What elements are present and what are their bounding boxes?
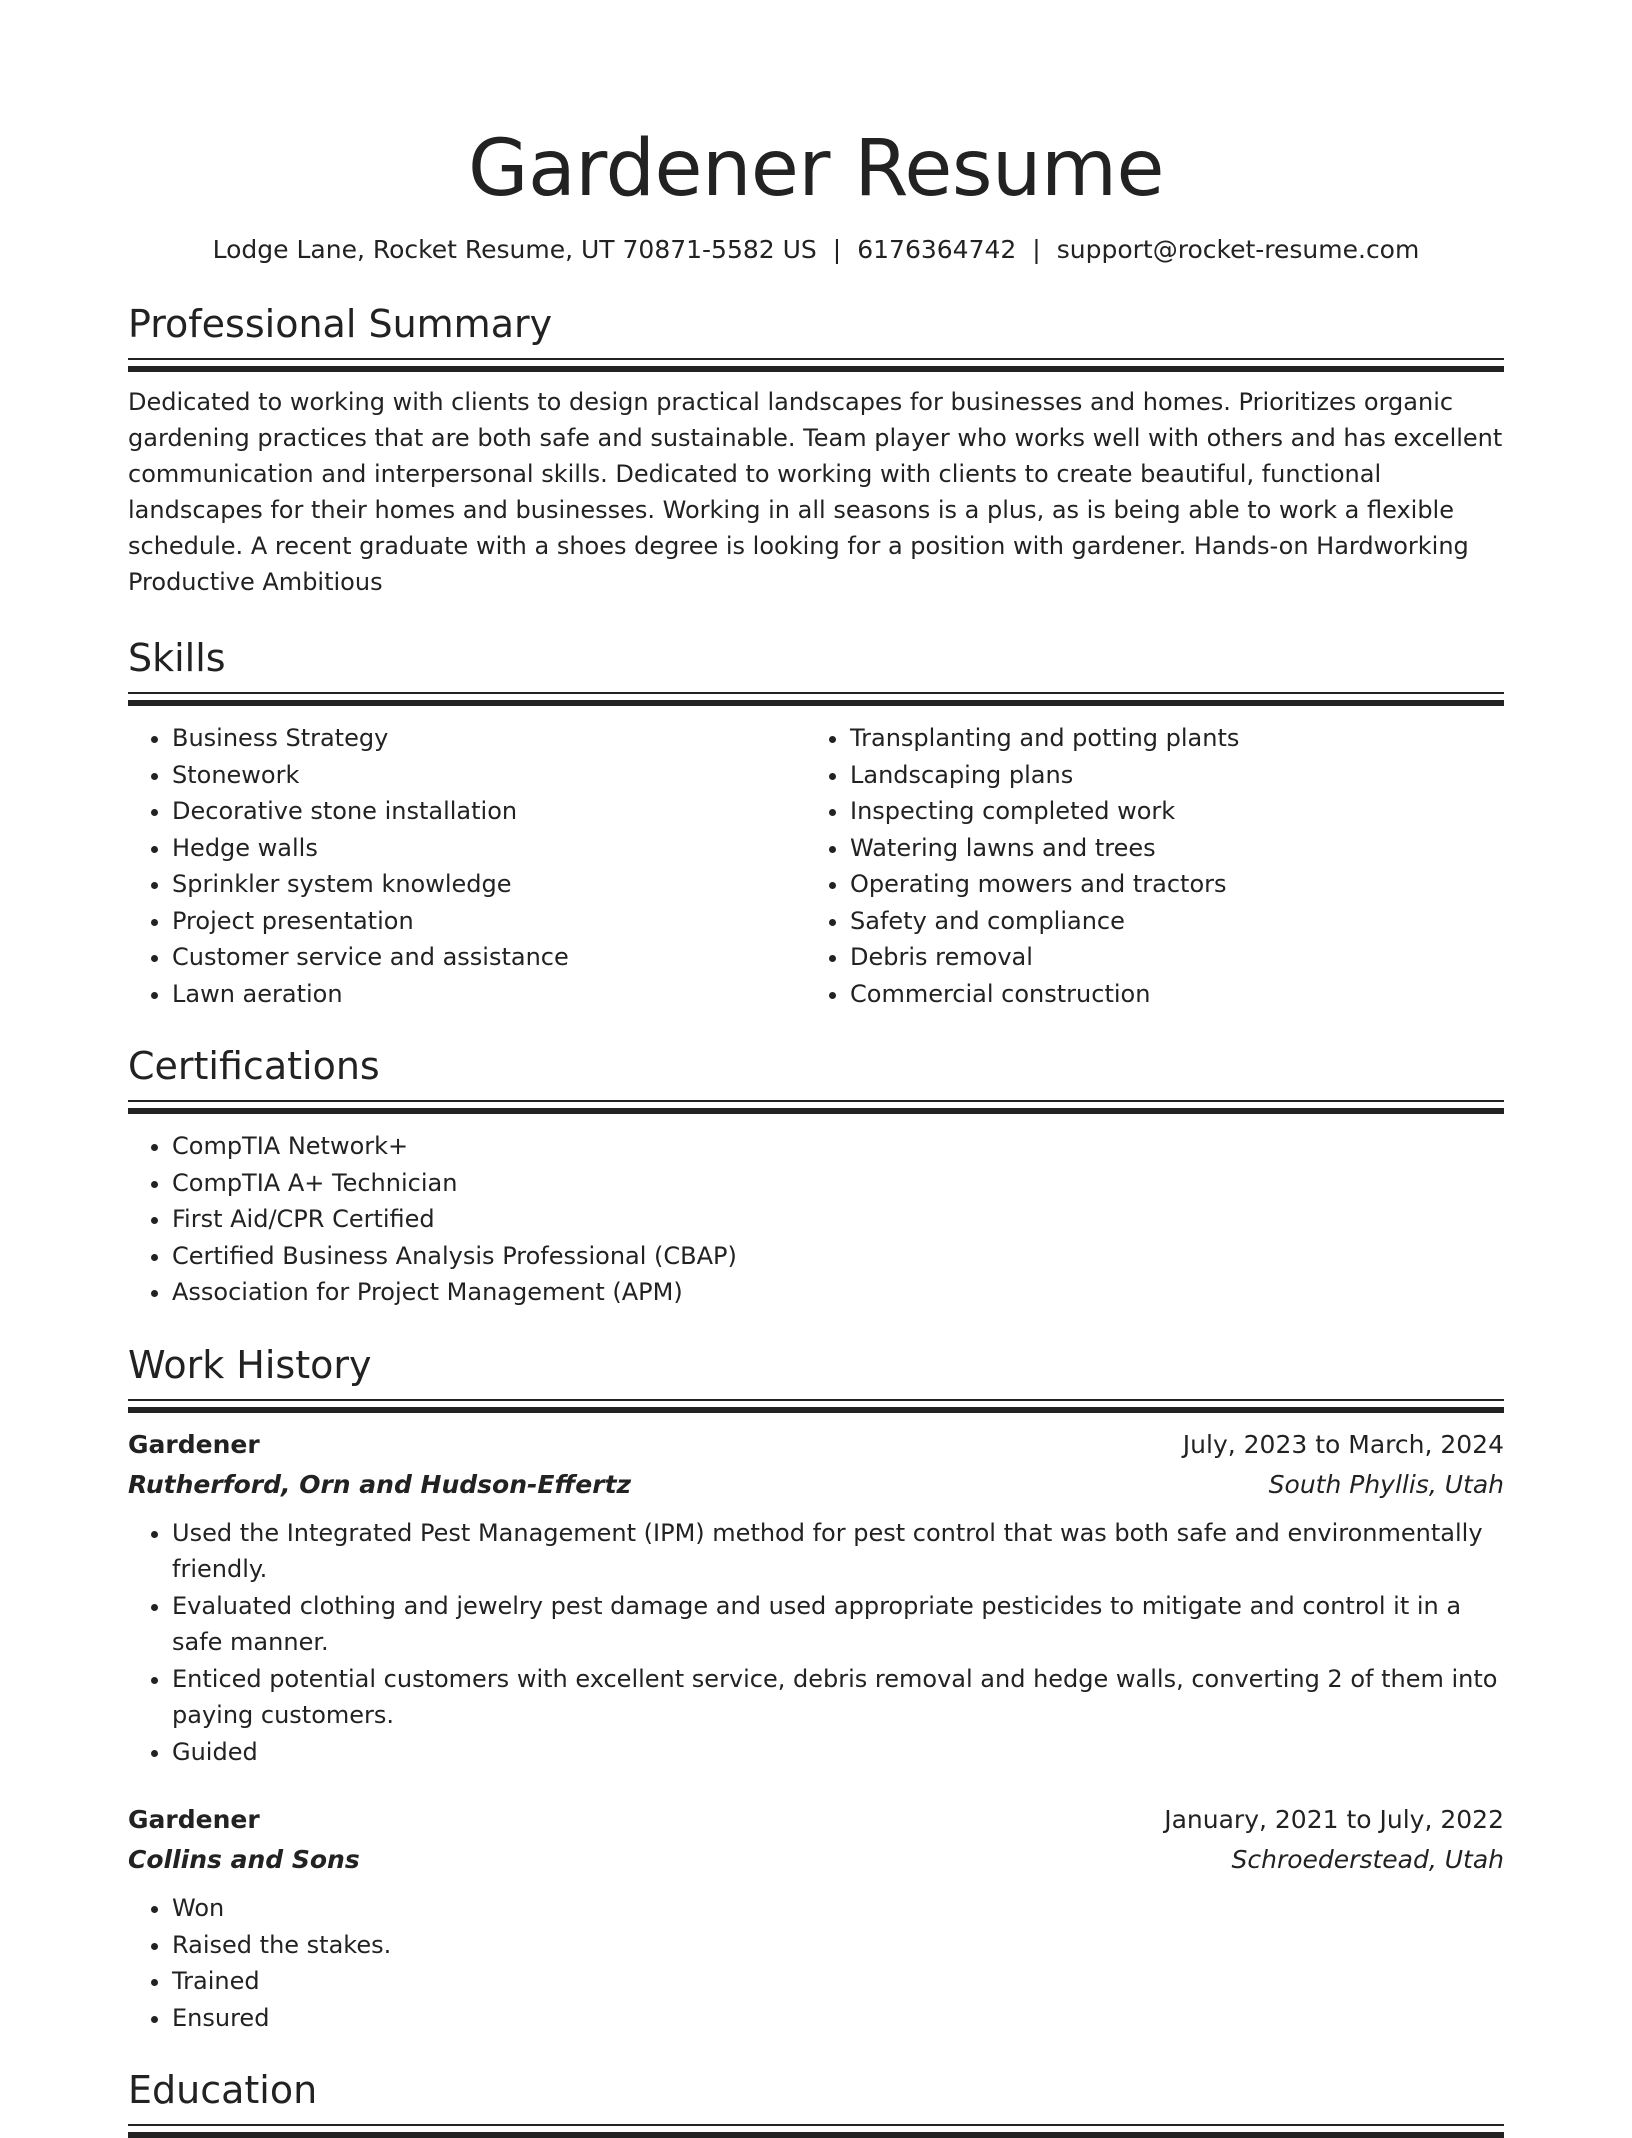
- skill-item: • Lawn aeration: [172, 976, 806, 1013]
- job-bullets: [128, 1890, 1504, 2036]
- skill-item: • Stonework: [172, 757, 806, 794]
- skill-item: • Debris removal: [850, 939, 1484, 976]
- job-entry: [128, 1425, 1504, 1771]
- certifications-heading: Certifications: [128, 1044, 380, 1088]
- skill-item: • Safety and compliance: [850, 903, 1484, 940]
- skill-item: • Customer service and assistance: [172, 939, 806, 976]
- certification-item: • CompTIA A+ Technician: [172, 1165, 1504, 1202]
- contact-separator: |: [1032, 235, 1041, 264]
- skills-grid: [128, 720, 1504, 1012]
- job-title: Gardener: [128, 1429, 260, 1459]
- job-bullet: • Won: [172, 1890, 1504, 1927]
- certification-item: • First Aid/CPR Certified: [172, 1201, 1504, 1238]
- skill-item: • Transplanting and potting plants: [850, 720, 1484, 757]
- skill-item: • Commercial construction: [850, 976, 1484, 1013]
- section-divider: [128, 2124, 1504, 2138]
- job-entry: [128, 1800, 1504, 2036]
- skill-item: • Decorative stone installation: [172, 793, 806, 830]
- job-dates: January, 2021 to July, 2022: [1164, 1805, 1504, 1834]
- job-location: South Phyllis, Utah: [1268, 1469, 1504, 1499]
- skills-section: [128, 632, 1504, 1012]
- skill-item: • Sprinkler system knowledge: [172, 866, 806, 903]
- skill-item: • Landscaping plans: [850, 757, 1484, 794]
- job-subheader: [128, 1840, 1504, 1880]
- contact-line: [128, 232, 1504, 268]
- job-header: [128, 1425, 1504, 1465]
- skills-list-left: [128, 720, 806, 1012]
- job-company: Rutherford, Orn and Hudson-Effertz: [128, 1469, 632, 1499]
- resume-title: Gardener Resume: [468, 124, 1164, 214]
- skill-item: • Hedge walls: [172, 830, 806, 867]
- certification-item: • Association for Project Management (APM): [172, 1274, 1504, 1311]
- certification-item: • CompTIA Network+: [172, 1128, 1504, 1165]
- job-bullet: • Raised the stakes.: [172, 1927, 1504, 1964]
- work-history-heading: Work History: [128, 1342, 372, 1387]
- job-header: [128, 1800, 1504, 1840]
- summary-section: [128, 298, 1504, 600]
- job-bullet: • Used the Integrated Pest Management (IPM) method for pest control that was both safe and environmentally friendly.: [172, 1515, 1504, 1588]
- contact-separator: |: [832, 235, 842, 264]
- skills-column-left: [128, 720, 806, 1012]
- skill-item: • Watering lawns and trees: [850, 830, 1484, 867]
- job-bullet: • Guided: [172, 1734, 1504, 1771]
- job-bullet: • Trained: [172, 1963, 1504, 2000]
- section-divider: [128, 358, 1504, 372]
- skill-item: • Project presentation: [172, 903, 806, 940]
- contact-phone: 6176364742: [857, 235, 1017, 264]
- summary-heading: Professional Summary: [128, 302, 553, 346]
- job-bullet: • Enticed potential customers with excellent service, debris removal and hedge walls, converting 2 of them into paying customers.: [172, 1661, 1504, 1734]
- education-heading: Education: [128, 2068, 318, 2112]
- education-section: [128, 2064, 1504, 2138]
- job-bullet: • Evaluated clothing and jewelry pest damage and used appropriate pesticides to mitigate and control it in a safe manner.: [172, 1588, 1504, 1661]
- job-company: Collins and Sons: [128, 1845, 360, 1874]
- job-dates: July, 2023 to March, 2024: [1182, 1429, 1504, 1459]
- skills-column-right: [806, 720, 1484, 1012]
- section-divider: [128, 692, 1504, 706]
- skills-list-right: [806, 720, 1484, 1012]
- skill-item: • Inspecting completed work: [850, 793, 1484, 830]
- job-bullets: [128, 1515, 1504, 1771]
- job-subheader: [128, 1465, 1504, 1505]
- work-history-section: [128, 1339, 1504, 2037]
- skill-item: • Operating mowers and tractors: [850, 866, 1484, 903]
- job-title: Gardener: [128, 1805, 260, 1834]
- certifications-list: [128, 1128, 1504, 1311]
- contact-address: Lodge Lane, Rocket Resume, UT 70871-5582 US: [212, 235, 817, 264]
- job-bullet: • Ensured: [172, 2000, 1504, 2037]
- skills-heading: Skills: [128, 636, 226, 680]
- contact-email: support@rocket-resume.com: [1056, 235, 1420, 264]
- resume-page: [128, 0, 1504, 2138]
- section-divider: [128, 1399, 1504, 1413]
- certification-item: • Certified Business Analysis Professional (CBAP): [172, 1238, 1504, 1275]
- section-divider: [128, 1100, 1504, 1114]
- summary-text: Dedicated to working with clients to design practical landscapes for businesses and homes. Prioritizes organic gardening practices that are both safe and sustainable. Team player who works well with others and has excellent communication and interpersonal skills. Dedicated to working with clients to create beautiful, functional landscapes for their homes and businesses. Working in all seasons is a plus, as is being able to work a flexible schedule. A recent graduate with a shoes degree is looking for a position with gardener. Hands-on Hardworking Productive Ambitious: [128, 388, 1503, 596]
- skill-item: • Business Strategy: [172, 720, 806, 757]
- certifications-section: [128, 1040, 1504, 1311]
- job-location: Schroederstead, Utah: [1231, 1845, 1504, 1874]
